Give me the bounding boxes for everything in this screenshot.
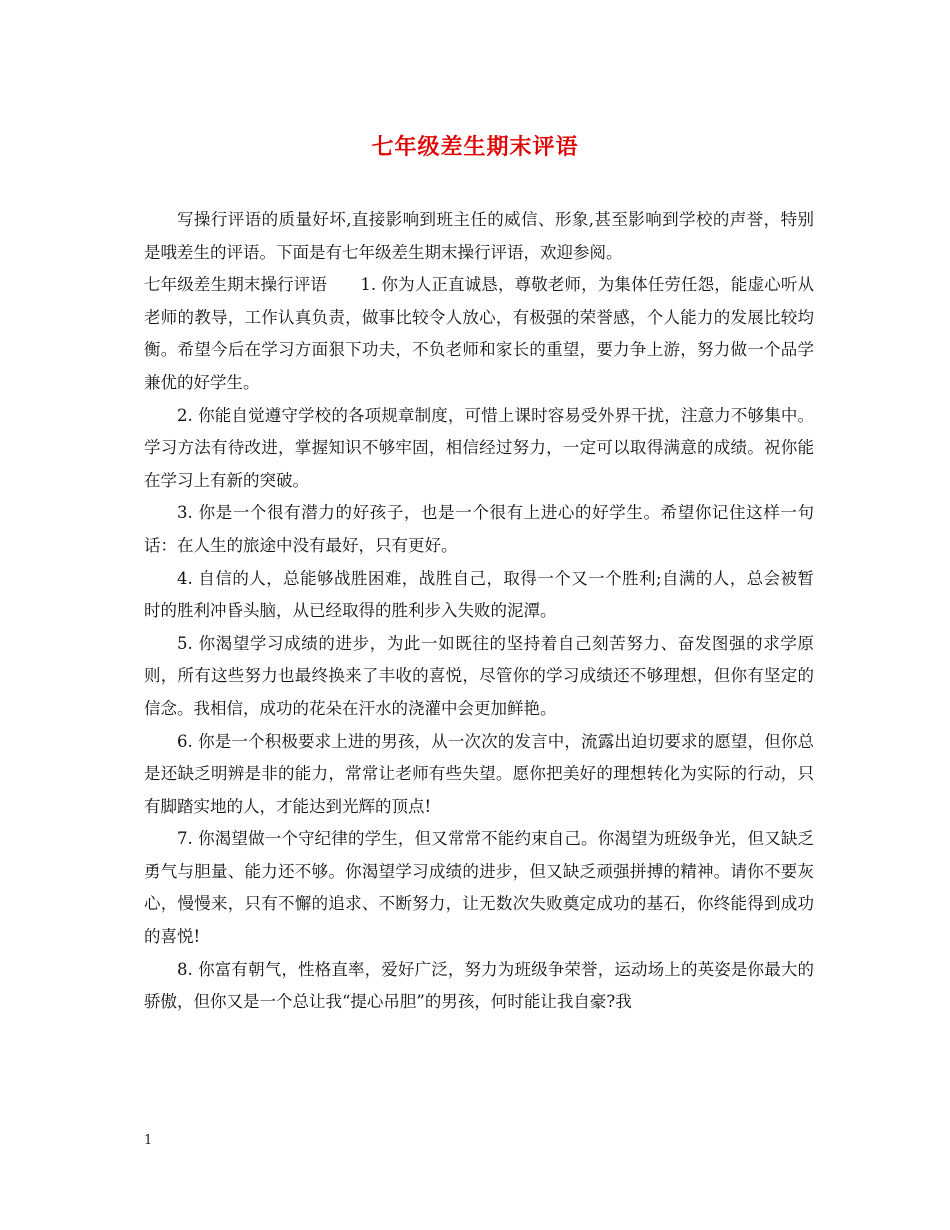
comment-paragraph-6: 6. 你是一个积极要求上进的男孩，从一次次的发言中，流露出迫切要求的愿望，但你总是还缺乏明辨是非的能力，常常让老师有些失望。愿你把美好的理想转化为实际的行动，只有脚踏实地的人，才能达到光辉的顶点! bbox=[144, 731, 814, 816]
comment-paragraph-1: 七年级差生期末操行评语 1. 你为人正直诚恳，尊敬老师，为集体任劳任怨，能虚心听从老师的教导，工作认真负责，做事比较令人放心，有极强的荣誉感，个人能力的发展比较均衡。希望今后在学习方面狠下功夫，不负老师和家长的重望，要力争上游，努力做一个品学兼优的好学生。 bbox=[144, 275, 814, 392]
document-body bbox=[144, 204, 814, 1019]
comment-paragraph-3: 3. 你是一个很有潜力的好孩子，也是一个很有上进心的好学生。希望你记住这样一句话：在人生的旅途中没有最好，只有更好。 bbox=[144, 503, 814, 555]
comment-paragraph-4: 4. 自信的人，总能够战胜困难，战胜自己，取得一个又一个胜利;自满的人，总会被暂时的胜利冲昏头脑，从已经取得的胜利步入失败的泥潭。 bbox=[144, 568, 814, 621]
intro-paragraph: 写操行评语的质量好坏,直接影响到班主任的威信、形象,甚至影响到学校的声誉，特别是哦差生的评语。下面是有七年级差生期末操行评语，欢迎参阅。 bbox=[144, 210, 814, 262]
comment-paragraph-5: 5. 你渴望学习成绩的进步，为此一如既往的坚持着自己刻苦努力、奋发图强的求学原则，所有这些努力也最终换来了丰收的喜悦，尽管你的学习成绩还不够理想，但你有坚定的信念。我相信，成功的花朵在汗水的浇灌中会更加鲜艳。 bbox=[144, 633, 814, 718]
comment-paragraph-7: 7. 你渴望做一个守纪律的学生，但又常常不能约束自己。你渴望为班级争光，但又缺乏勇气与胆量、能力还不够。你渴望学习成绩的进步，但又缺乏顽强拼搏的精神。请你不要灰心，慢慢来，只有不懈的追求、不断努力，让无数次失败奠定成功的基石，你终能得到成功的喜悦! bbox=[144, 829, 814, 947]
comment-paragraph-2: 2. 你能自觉遵守学校的各项规章制度，可惜上课时容易受外界干扰，注意力不够集中。学习方法有待改进，掌握知识不够牢固，相信经过努力，一定可以取得满意的成绩。祝你能在学习上有新的突破。 bbox=[144, 405, 814, 490]
comment-paragraph-8: 8. 你富有朝气，性格直率，爱好广泛，努力为班级争荣誉，运动场上的英姿是你最大的骄傲，但你又是一个总让我“提心吊胆”的男孩，何时能让我自豪?我 bbox=[144, 959, 814, 1012]
page-number: 1 bbox=[144, 1133, 153, 1148]
document-title: 七年级差生期末评语 bbox=[371, 134, 579, 160]
